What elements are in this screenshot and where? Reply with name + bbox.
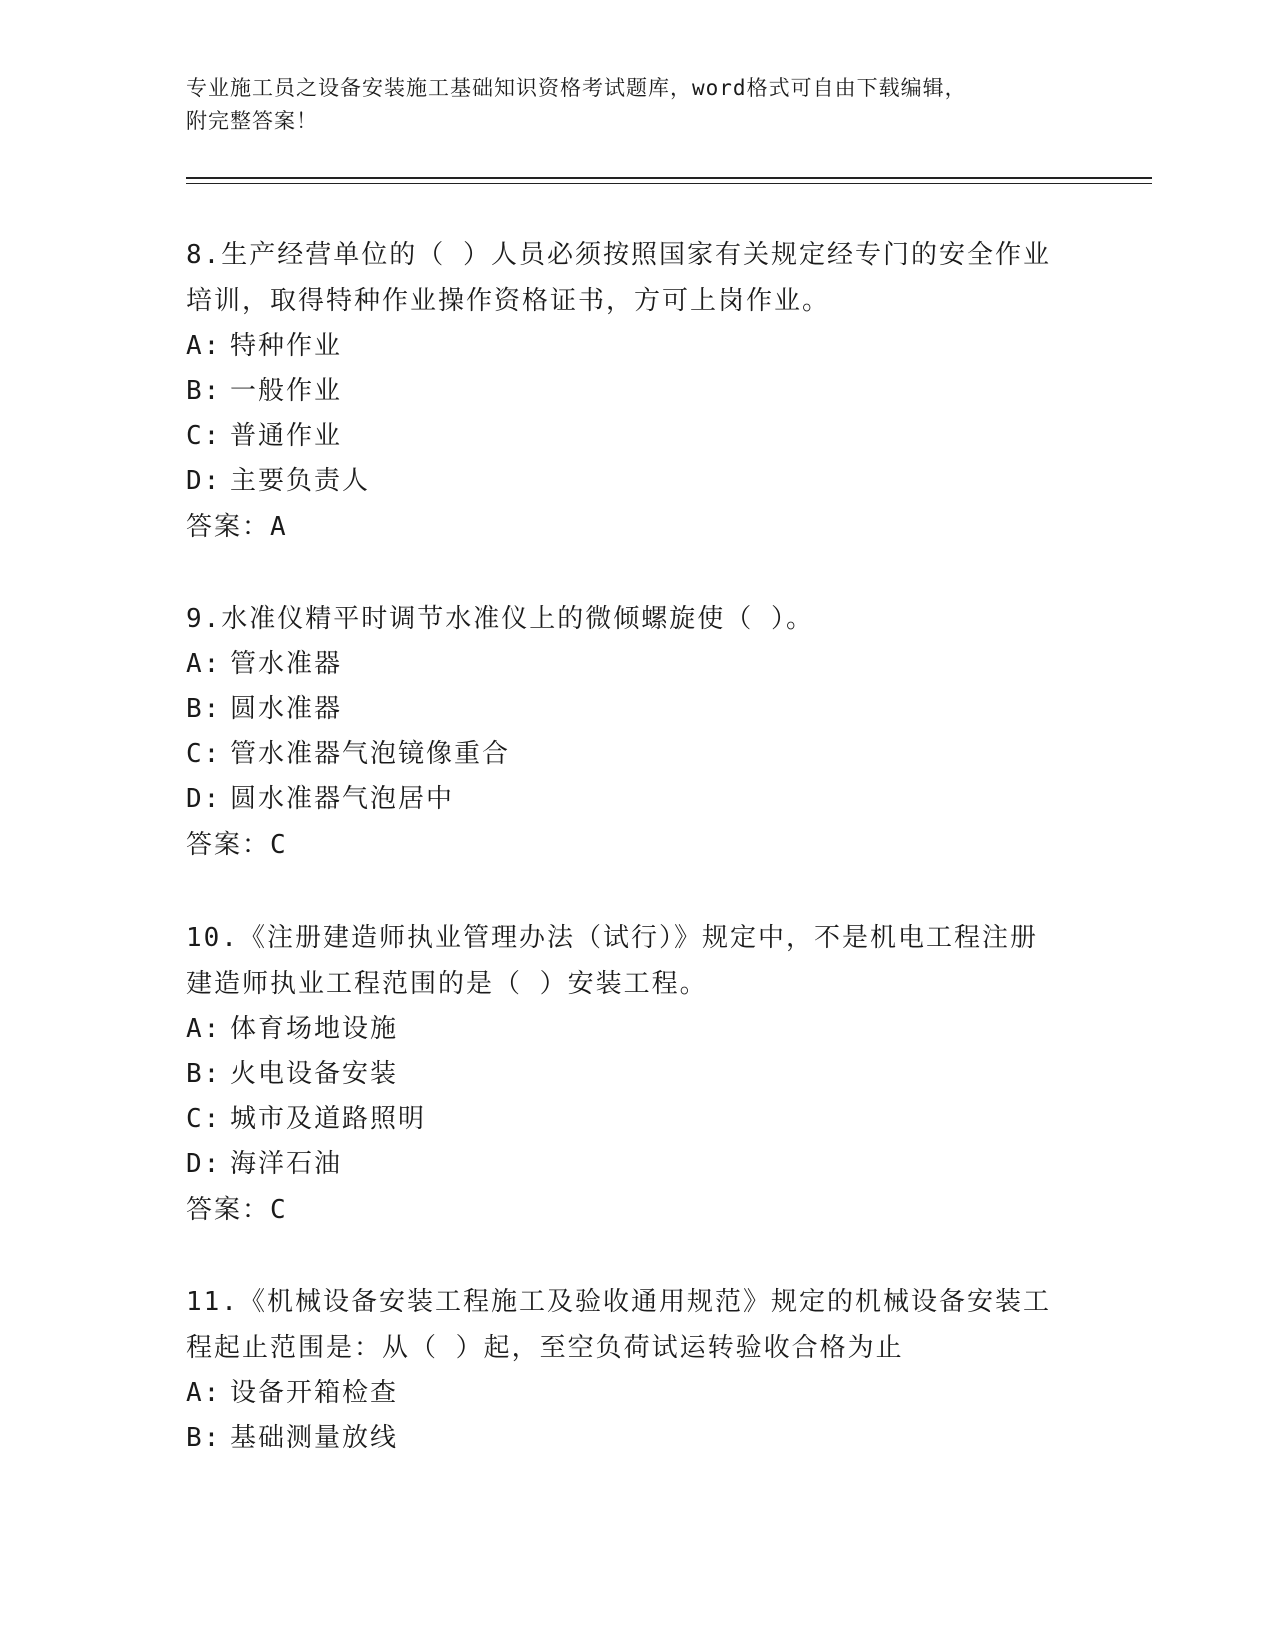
option-c	[186, 414, 1086, 459]
header-line-2: 附完整答案！	[186, 109, 318, 133]
option-letter: B:	[186, 694, 222, 724]
header-line-1: 专业施工员之设备安装施工基础知识资格考试题库，word格式可自由下载编辑，	[186, 76, 967, 100]
option-text: 管水准器气泡镜像重合	[230, 739, 511, 769]
option-text: 设备开箱检查	[230, 1378, 399, 1408]
option-text: 海洋石油	[230, 1149, 343, 1179]
option-a	[186, 1371, 1086, 1416]
option-letter: C:	[186, 1104, 222, 1134]
question-stem-line: 10.《注册建造师执业管理办法（试行）》规定中，不是机电工程注册	[186, 923, 1038, 953]
option-b	[186, 1052, 1086, 1097]
question-10	[186, 915, 1086, 1233]
answer-line: 答案：C	[186, 830, 288, 860]
option-letter: B:	[186, 1423, 222, 1453]
option-letter: A:	[186, 649, 222, 679]
header-divider-thin	[186, 183, 1152, 184]
question-stem-line: 8.生产经营单位的（ ）人员必须按照国家有关规定经专门的安全作业	[186, 240, 1051, 270]
question-9	[186, 596, 1086, 868]
option-text: 城市及道路照明	[230, 1104, 427, 1134]
question-stem-line: 9.水准仪精平时调节水准仪上的微倾螺旋使（ ）。	[186, 604, 814, 634]
question-8	[186, 232, 1086, 550]
option-a	[186, 1007, 1086, 1052]
answer-line: 答案：A	[186, 512, 288, 542]
question-stem-line: 培训，取得特种作业操作资格证书，方可上岗作业。	[186, 286, 831, 316]
option-a	[186, 324, 1086, 369]
option-letter: A:	[186, 1014, 222, 1044]
option-text: 火电设备安装	[230, 1059, 399, 1089]
option-text: 圆水准器	[230, 694, 343, 724]
option-text: 体育场地设施	[230, 1014, 399, 1044]
question-11	[186, 1279, 1086, 1461]
option-letter: D:	[186, 784, 222, 814]
option-text: 基础测量放线	[230, 1423, 399, 1453]
question-stem-line: 11.《机械设备安装工程施工及验收通用规范》规定的机械设备安装工	[186, 1287, 1051, 1317]
option-letter: D:	[186, 466, 222, 496]
option-text: 特种作业	[230, 331, 343, 361]
option-text: 主要负责人	[230, 466, 371, 496]
option-b	[186, 369, 1086, 414]
header-divider-thick	[186, 177, 1152, 179]
option-c	[186, 1097, 1086, 1142]
option-letter: A:	[186, 1378, 222, 1408]
option-text: 一般作业	[230, 376, 343, 406]
option-letter: D:	[186, 1149, 222, 1179]
question-stem-line: 程起止范围是：从（ ）起，至空负荷试运转验收合格为止	[186, 1333, 904, 1363]
option-b	[186, 687, 1086, 732]
option-letter: B:	[186, 1059, 222, 1089]
question-stem-line: 建造师执业工程范围的是（ ）安装工程。	[186, 969, 708, 999]
option-letter: C:	[186, 739, 222, 769]
option-d	[186, 777, 1086, 822]
answer-line: 答案：C	[186, 1195, 288, 1225]
option-letter: A:	[186, 331, 222, 361]
option-text: 普通作业	[230, 421, 343, 451]
option-d	[186, 1142, 1086, 1187]
option-c	[186, 732, 1086, 777]
option-b	[186, 1416, 1086, 1461]
option-text: 圆水准器气泡居中	[230, 784, 455, 814]
document-header	[186, 72, 1086, 138]
option-d	[186, 459, 1086, 504]
option-letter: B:	[186, 376, 222, 406]
option-text: 管水准器	[230, 649, 343, 679]
option-a	[186, 642, 1086, 687]
option-letter: C:	[186, 421, 222, 451]
